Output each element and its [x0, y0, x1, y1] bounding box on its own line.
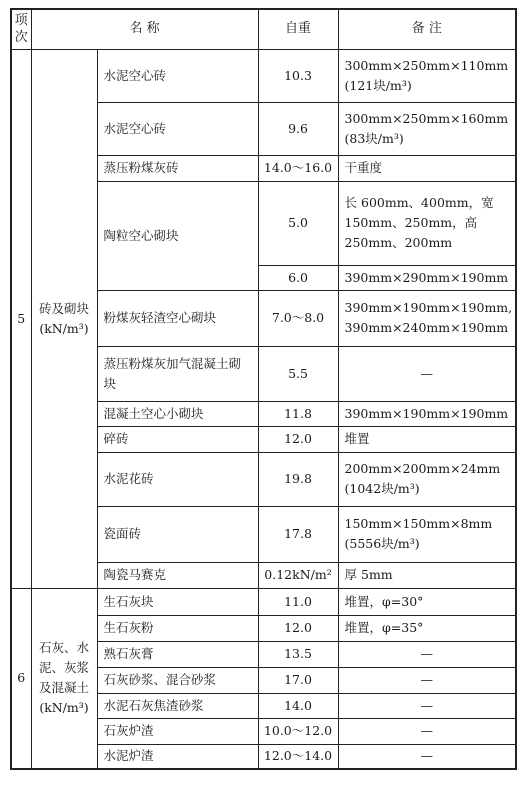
group-category: 砖及砌块 (kN/m³) [31, 49, 97, 588]
table-row [11, 588, 516, 615]
item-note: 300mm×250mm×160mm (83块/m³) [338, 102, 516, 155]
header-row [11, 9, 516, 49]
item-note: 厚 5mm [338, 562, 516, 588]
item-weight: 10.0～12.0 [258, 718, 338, 744]
weights-table-page [10, 8, 515, 770]
item-note: — [338, 718, 516, 744]
item-weight: 11.8 [258, 401, 338, 426]
item-note: — [338, 641, 516, 667]
item-weight: 5.5 [258, 346, 338, 401]
item-note: 干重度 [338, 155, 516, 181]
item-name: 瓷面砖 [97, 506, 258, 562]
item-name: 水泥空心砖 [97, 102, 258, 155]
item-note: — [338, 744, 516, 769]
group-category: 石灰、水泥、灰浆及混凝土 (kN/m³) [31, 588, 97, 769]
item-note: — [338, 667, 516, 693]
item-weight: 10.3 [258, 49, 338, 102]
item-name: 陶瓷马赛克 [97, 562, 258, 588]
group-number: 6 [11, 588, 31, 769]
item-note: 堆置，φ=30° [338, 588, 516, 615]
item-name: 陶粒空心砌块 [97, 181, 258, 290]
item-weight: 0.12kN/m² [258, 562, 338, 588]
item-name: 碎砖 [97, 426, 258, 452]
item-note: — [338, 693, 516, 718]
item-note: 150mm×150mm×8mm (5556块/m³) [338, 506, 516, 562]
item-note: 390mm×190mm×190mm, 390mm×240mm×190mm [338, 290, 516, 346]
item-weight: 19.8 [258, 452, 338, 506]
item-weight: 5.0 [258, 181, 338, 265]
item-weight: 14.0 [258, 693, 338, 718]
item-name: 水泥炉渣 [97, 744, 258, 769]
item-weight: 12.0 [258, 426, 338, 452]
header-weight: 自重 [258, 9, 338, 49]
item-weight: 7.0～8.0 [258, 290, 338, 346]
item-note: 堆置 [338, 426, 516, 452]
item-name: 混凝土空心小砌块 [97, 401, 258, 426]
item-name: 熟石灰膏 [97, 641, 258, 667]
header-note: 备 注 [338, 9, 516, 49]
item-name: 蒸压粉煤灰加气混凝土砌块 [97, 346, 258, 401]
item-weight: 12.0～14.0 [258, 744, 338, 769]
item-name: 粉煤灰轻渣空心砌块 [97, 290, 258, 346]
unit-weight-table [10, 8, 517, 770]
header-name: 名 称 [31, 9, 258, 49]
item-note: 390mm×190mm×190mm [338, 401, 516, 426]
item-weight: 17.0 [258, 667, 338, 693]
item-note: 300mm×250mm×110mm (121块/m³) [338, 49, 516, 102]
item-weight: 17.8 [258, 506, 338, 562]
item-weight: 14.0～16.0 [258, 155, 338, 181]
item-name: 蒸压粉煤灰砖 [97, 155, 258, 181]
item-name: 水泥石灰焦渣砂浆 [97, 693, 258, 718]
item-note: 堆置，φ=35° [338, 615, 516, 641]
item-name: 水泥空心砖 [97, 49, 258, 102]
item-name: 水泥花砖 [97, 452, 258, 506]
table-row [11, 49, 516, 102]
item-weight: 6.0 [258, 265, 338, 290]
item-note: 长 600mm、400mm，宽 150mm、250mm，高 250mm、200mm [338, 181, 516, 265]
item-weight: 12.0 [258, 615, 338, 641]
item-note: — [338, 346, 516, 401]
item-name: 石灰砂浆、混合砂浆 [97, 667, 258, 693]
item-note: 200mm×200mm×24mm (1042块/m³) [338, 452, 516, 506]
item-note: 390mm×290mm×190mm [338, 265, 516, 290]
item-name: 生石灰粉 [97, 615, 258, 641]
item-name: 生石灰块 [97, 588, 258, 615]
header-no: 项次 [11, 9, 31, 49]
item-weight: 9.6 [258, 102, 338, 155]
item-name: 石灰炉渣 [97, 718, 258, 744]
item-weight: 13.5 [258, 641, 338, 667]
group-number: 5 [11, 49, 31, 588]
item-weight: 11.0 [258, 588, 338, 615]
